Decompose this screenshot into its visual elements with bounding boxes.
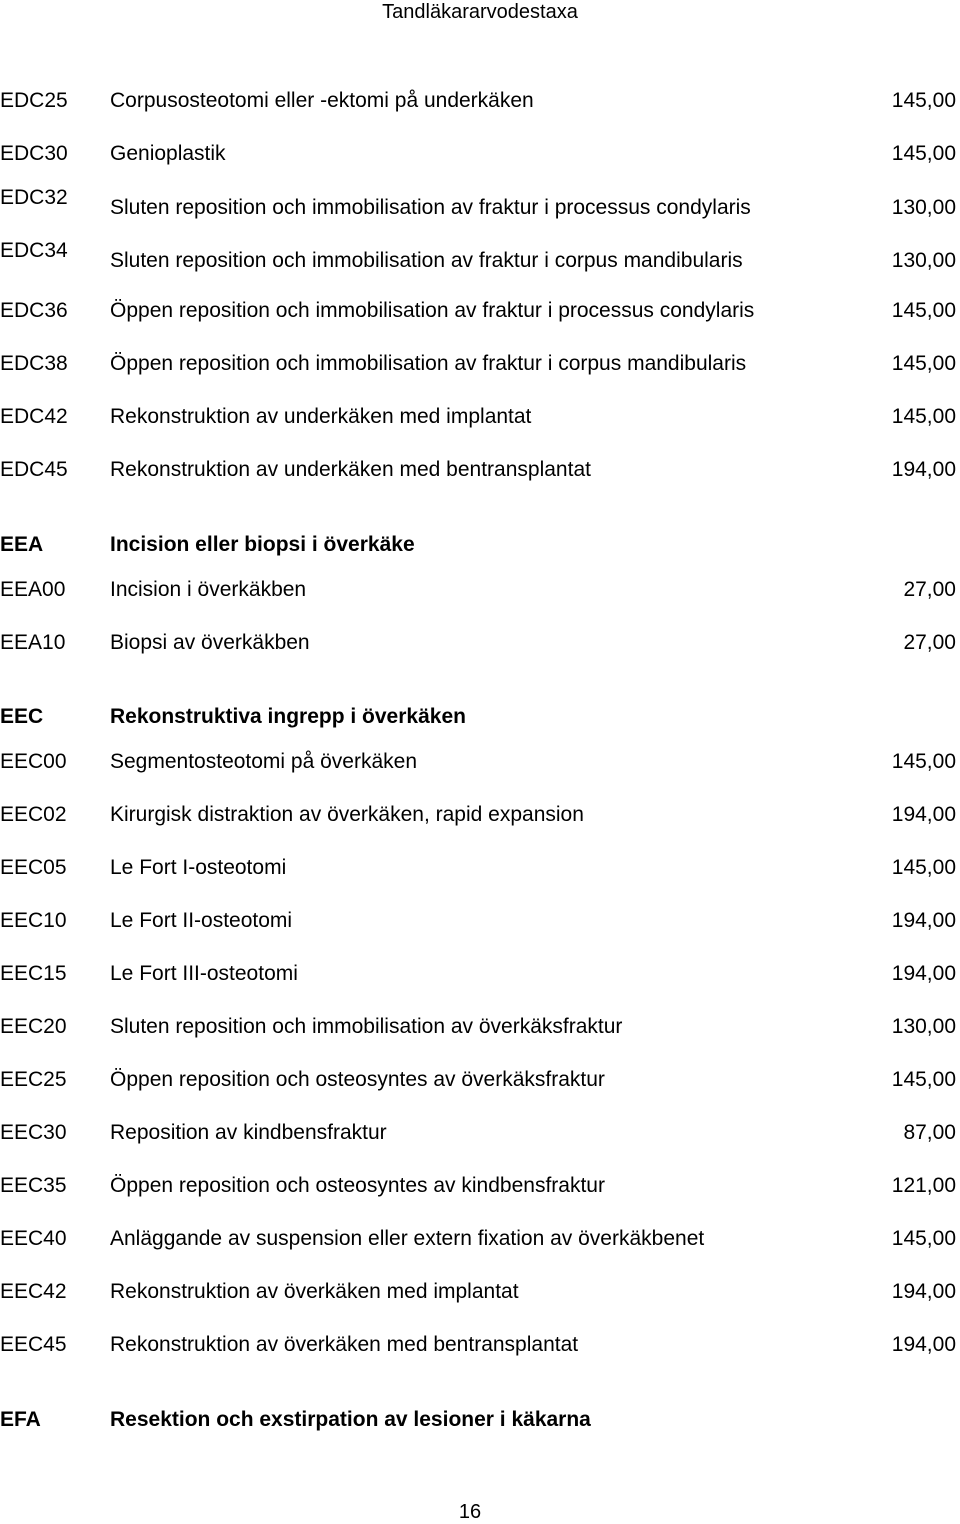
table-row xyxy=(0,296,960,326)
procedure-code: EDC30 xyxy=(0,142,68,165)
procedure-description: Rekonstruktion av överkäken med implantat xyxy=(110,1280,519,1303)
table-row xyxy=(0,628,960,658)
procedure-description: Öppen reposition och immobilisation av fraktur i corpus mandibularis xyxy=(110,352,747,375)
table-row xyxy=(0,1330,960,1360)
procedure-price: 130,00 xyxy=(891,1015,956,1038)
procedure-code: EEC20 xyxy=(0,1015,67,1038)
table-row xyxy=(0,959,960,989)
section-code: EEC xyxy=(0,705,44,728)
procedure-code: EEC15 xyxy=(0,962,67,985)
table-row xyxy=(0,349,960,379)
procedure-price: 194,00 xyxy=(891,1280,956,1303)
section-code: EFA xyxy=(0,1408,41,1431)
procedure-description: Sluten reposition och immobilisation av fraktur i corpus mandibularis xyxy=(110,249,743,272)
procedure-price: 27,00 xyxy=(903,631,956,654)
procedure-description: Reposition av kindbensfraktur xyxy=(110,1121,387,1144)
procedure-description: Biopsi av överkäkben xyxy=(110,631,310,654)
table-row xyxy=(0,139,960,169)
procedure-code: EDC32 xyxy=(0,186,68,209)
procedure-price: 145,00 xyxy=(891,856,956,879)
procedure-price: 145,00 xyxy=(891,1227,956,1250)
section-heading-row xyxy=(0,702,960,732)
procedure-price: 27,00 xyxy=(903,578,956,601)
procedure-code: EDC25 xyxy=(0,89,68,112)
table-row xyxy=(0,906,960,936)
procedure-code: EEC02 xyxy=(0,803,67,826)
procedure-price: 145,00 xyxy=(891,89,956,112)
procedure-price: 194,00 xyxy=(891,909,956,932)
table-row xyxy=(0,239,960,276)
procedure-code: EEC40 xyxy=(0,1227,67,1250)
table-row xyxy=(0,1171,960,1201)
table-row xyxy=(0,853,960,883)
procedure-description: Corpusosteotomi eller -ektomi på underkäken xyxy=(110,89,534,112)
procedure-description: Le Fort II-osteotomi xyxy=(110,909,293,932)
procedure-code: EDC42 xyxy=(0,405,68,428)
procedure-code: EEA10 xyxy=(0,631,66,654)
procedure-code: EEC05 xyxy=(0,856,67,879)
section-code: EEA xyxy=(0,533,44,556)
procedure-description: Öppen reposition och osteosyntes av kindbensfraktur xyxy=(110,1174,605,1197)
procedure-description: Rekonstruktion av underkäken med bentransplantat xyxy=(110,458,591,481)
procedure-code: EDC34 xyxy=(0,239,68,262)
procedure-description: Le Fort III-osteotomi xyxy=(110,962,298,985)
procedure-code: EEC45 xyxy=(0,1333,67,1356)
procedure-description: Sluten reposition och immobilisation av fraktur i processus condylaris xyxy=(110,196,751,219)
section-heading-row xyxy=(0,1405,960,1435)
procedure-code: EEC35 xyxy=(0,1174,67,1197)
procedure-code: EEC42 xyxy=(0,1280,67,1303)
table-row xyxy=(0,1277,960,1307)
procedure-code: EEC10 xyxy=(0,909,67,932)
procedure-description: Segmentosteotomi på överkäken xyxy=(110,750,418,773)
procedure-price: 145,00 xyxy=(891,352,956,375)
table-row xyxy=(0,575,960,605)
procedure-description: Rekonstruktion av överkäken med bentransplantat xyxy=(110,1333,579,1356)
procedure-description: Incision i överkäkben xyxy=(110,578,307,601)
section-title: Incision eller biopsi i överkäke xyxy=(110,533,415,556)
procedure-description: Le Fort I-osteotomi xyxy=(110,856,287,879)
procedure-price: 130,00 xyxy=(891,249,956,272)
procedure-code: EEC25 xyxy=(0,1068,67,1091)
procedure-description: Anläggande av suspension eller extern fixation av överkäkbenet xyxy=(110,1227,705,1250)
procedure-price: 194,00 xyxy=(891,803,956,826)
table-row xyxy=(0,1118,960,1148)
page-number: 16 xyxy=(458,1501,482,1523)
procedure-price: 145,00 xyxy=(891,142,956,165)
procedure-code: EDC36 xyxy=(0,299,68,322)
procedure-code: EEC00 xyxy=(0,750,67,773)
procedure-code: EEA00 xyxy=(0,578,66,601)
table-row xyxy=(0,1224,960,1254)
table-row xyxy=(0,186,960,223)
section-title: Rekonstruktiva ingrepp i överkäken xyxy=(110,705,466,728)
procedure-description: Öppen reposition och immobilisation av fraktur i processus condylaris xyxy=(110,299,755,322)
procedure-price: 145,00 xyxy=(891,1068,956,1091)
procedure-code: EDC45 xyxy=(0,458,68,481)
procedure-description: Rekonstruktion av underkäken med implantat xyxy=(110,405,532,428)
section-heading-row xyxy=(0,530,960,560)
procedure-price: 87,00 xyxy=(903,1121,956,1144)
section-title: Resektion och exstirpation av lesioner i käkarna xyxy=(110,1408,591,1431)
procedure-price: 194,00 xyxy=(891,1333,956,1356)
procedure-price: 194,00 xyxy=(891,962,956,985)
page-header-title: Tandläkararvodestaxa xyxy=(382,1,578,23)
table-row xyxy=(0,86,960,116)
table-row xyxy=(0,402,960,432)
procedure-description: Öppen reposition och osteosyntes av överkäksfraktur xyxy=(110,1068,605,1091)
procedure-price: 145,00 xyxy=(891,405,956,428)
procedure-description: Sluten reposition och immobilisation av överkäksfraktur xyxy=(110,1015,623,1038)
procedure-description: Kirurgisk distraktion av överkäken, rapid expansion xyxy=(110,803,584,826)
procedure-price: 121,00 xyxy=(891,1174,956,1197)
procedure-price: 194,00 xyxy=(891,458,956,481)
procedure-description: Genioplastik xyxy=(110,142,226,165)
procedure-price: 130,00 xyxy=(891,196,956,219)
procedure-price: 145,00 xyxy=(891,750,956,773)
procedure-code: EEC30 xyxy=(0,1121,67,1144)
table-row xyxy=(0,1065,960,1095)
procedure-price: 145,00 xyxy=(891,299,956,322)
procedure-code: EDC38 xyxy=(0,352,68,375)
table-row xyxy=(0,455,960,485)
table-row xyxy=(0,800,960,830)
table-row xyxy=(0,1012,960,1042)
table-row xyxy=(0,747,960,777)
